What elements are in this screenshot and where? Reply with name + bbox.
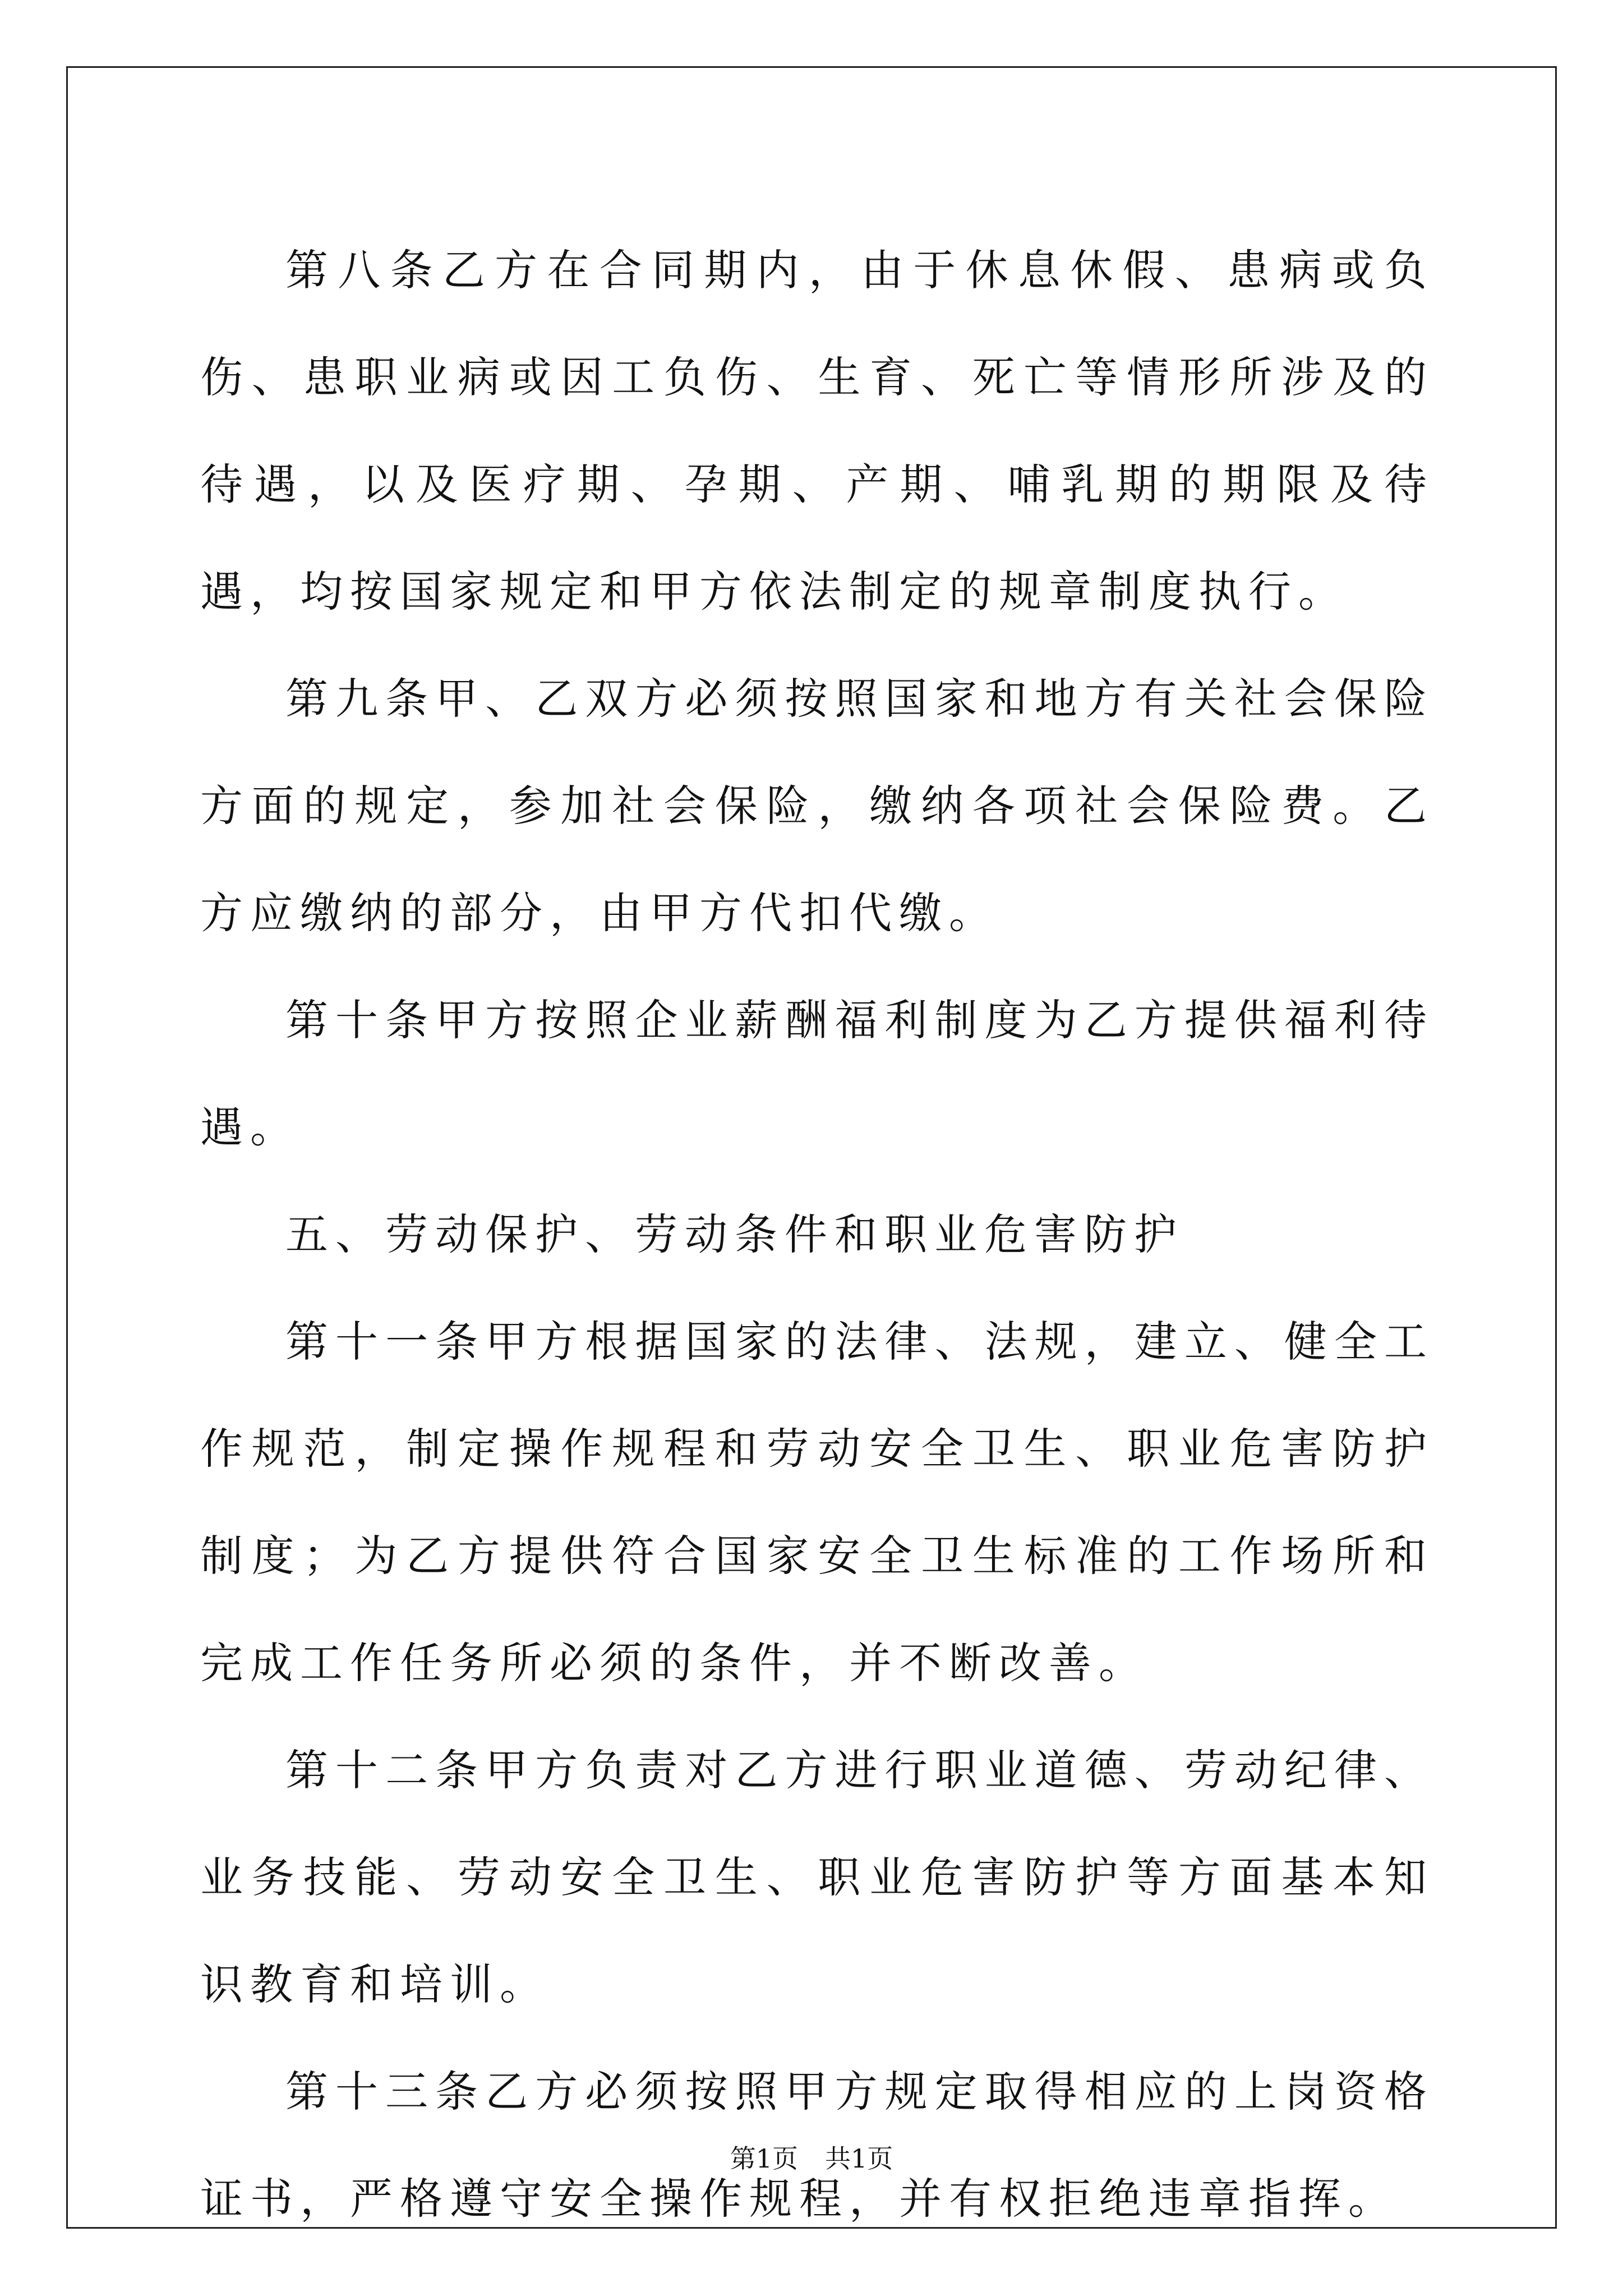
paragraph-article-12: 第十二条甲方负责对乙方进行职业道德、劳动纪律、业务技能、劳动安全卫生、职业危害防护等方面基本知识教育和培训。	[200, 1745, 1434, 2009]
paragraph-article-8: 第八条乙方在合同期内，由于休息休假、患病或负伤、患职业病或因工负伤、生育、死亡等情形所涉及的待遇，以及医疗期、孕期、产期、哺乳期的期限及待遇，均按国家规定和甲方依法制定的规章制度执行。	[200, 245, 1434, 616]
document-body	[200, 217, 1434, 2252]
paragraph-article-13: 第十三条乙方必须按照甲方规定取得相应的上岗资格证书，严格遵守安全操作规程，并有权拒绝违章指挥。	[200, 2067, 1434, 2224]
total-pages-label: 共1页	[825, 2143, 893, 2174]
current-page-label: 第1页	[730, 2143, 798, 2174]
paragraph-article-11: 第十一条甲方根据国家的法律、法规，建立、健全工作规范，制定操作规程和劳动安全卫生、职业危害防护制度；为乙方提供符合国家安全卫生标准的工作场所和完成工作任务所必须的条件，并不断改善。	[200, 1317, 1434, 1688]
section-heading-labor-protection: 五、劳动保护、劳动条件和职业危害防护	[285, 1209, 1184, 1259]
paragraph-article-9: 第九条甲、乙双方必须按照国家和地方有关社会保险方面的规定，参加社会保险，缴纳各项社会保险费。乙方应缴纳的部分，由甲方代扣代缴。	[200, 674, 1434, 938]
paragraph-article-10: 第十条甲方按照企业薪酬福利制度为乙方提供福利待遇。	[200, 995, 1434, 1152]
page-footer	[0, 2142, 1623, 2175]
